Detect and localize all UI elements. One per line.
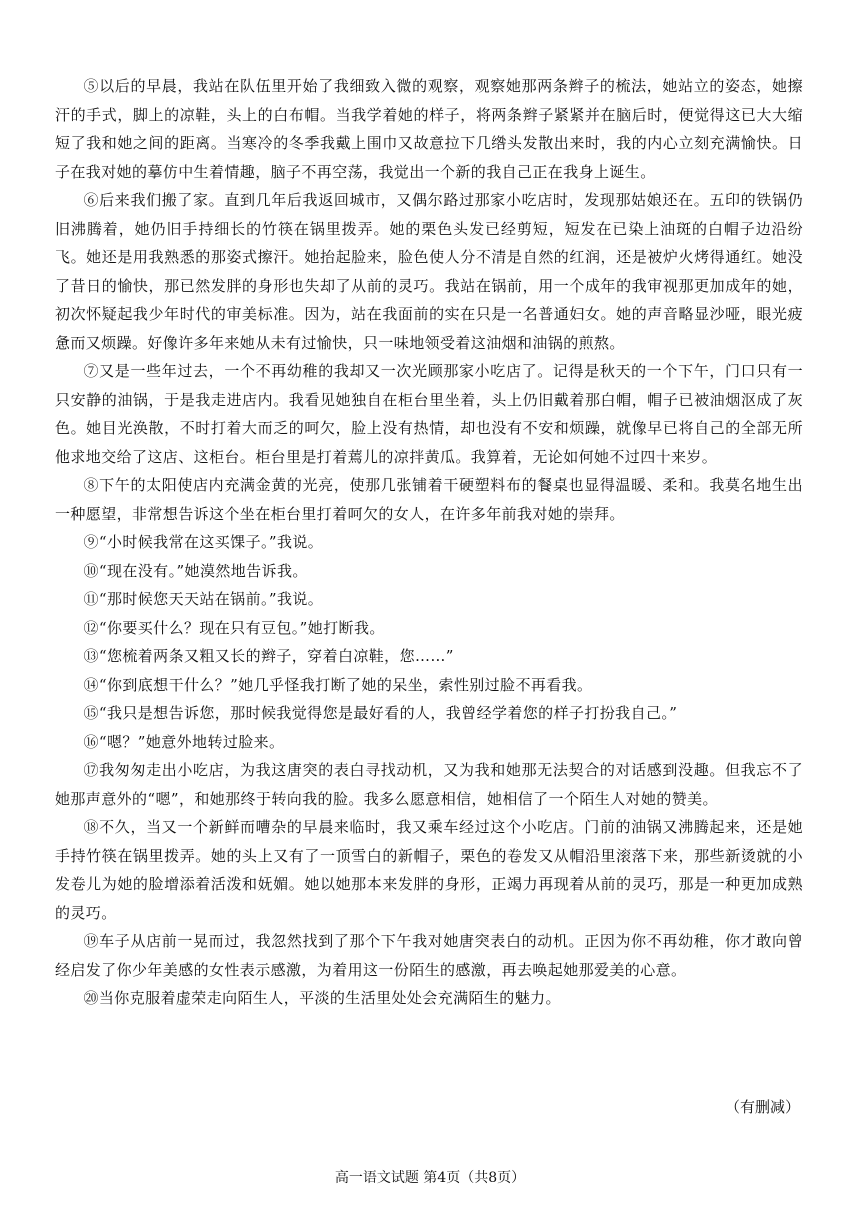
abridged-note: （有删减） xyxy=(724,1098,800,1116)
paragraph-16: ⑯“嗯？”她意外地转过脸来。 xyxy=(83,732,285,751)
paragraph-20: ⑳当你克服着虚荣走向陌生人，平淡的生活里处处会充满陌生的魅力。 xyxy=(83,989,561,1007)
paragraph-10: ⑩“现在没有。”她漠然地告诉我。 xyxy=(83,561,308,580)
article-body xyxy=(55,72,803,1013)
paragraph-7: ⑦又是一些年过去，一个不再幼稚的我却又一次光顾那家小吃店了。记得是秋天的一个下午，门口只有一只安静的油锅，于是我走进店内。我看见她独自在柜台里坐着，头上仍旧戴着那白帽，帽子已被油烟沤成了灰色。她目光涣散，不时打着大而乏的呵欠，脸上没有热情，却也没有不安和烦躁，就像早已将自己的全部无所他求地交给了这店、这柜台。柜台里是打着蔫儿的凉拌黄瓜。我算着，无论如何她不过四十来岁。 xyxy=(55,362,803,466)
paragraph-14: ⑭“你到底想干什么？”她几乎怪我打断了她的呆坐，索性别过脸不再看我。 xyxy=(83,675,593,694)
page-footer: 高一语文试题 第4页（共8页） xyxy=(334,1170,526,1186)
paragraph-5: ⑤以后的早晨，我站在队伍里开始了我细致入微的观察，观察她那两条辫子的梳法，她站立的姿态，她擦汗的手式，脚上的凉鞋，头上的白布帽。当我学着她的样子，将两条辫子紧紧并在脑后时，便觉得这已大大缩短了我和她之间的距离。当寒冷的冬季我戴上围巾又故意拉下几绺头发散出来时，我的内心立刻充满愉快。日子在我对她的摹仿中生着情趣，脑子不再空荡，我觉出一个新的我自己正在我身上诞生。 xyxy=(55,77,803,181)
paragraph-8: ⑧下午的太阳使店内充满金黄的光亮，使那几张铺着干硬塑料布的餐桌也显得温暖、柔和。我莫名地生出一种愿望，非常想告诉这个坐在柜台里打着呵欠的女人，在许多年前我对她的崇拜。 xyxy=(55,476,803,523)
paragraph-13: ⑬“您梳着两条又粗又长的辫子，穿着白凉鞋，您……” xyxy=(83,647,454,665)
paragraph-9: ⑨“小时候我常在这买馃子。”我说。 xyxy=(83,533,324,551)
paragraph-18: ⑱不久，当又一个新鲜而嘈杂的早晨来临时，我又乘车经过这个小吃店。门前的油锅又沸腾起来，还是她手持竹筷在锅里拨弄。她的头上又有了一顶雪白的新帽子，栗色的卷发又从帽沿里滚落下来，那些新烫就的小发卷儿为她的脸增添着活泼和妩媚。她以她那本来发胖的身形，正竭力再现着从前的灵巧，那是一种更加成熟的灵巧。 xyxy=(55,818,803,922)
paragraph-19: ⑲车子从店前一晃而过，我忽然找到了那个下午我对她唐突表白的动机。正因为你不再幼稚，你才敢向曾经启发了你少年美感的女性表示感激，为着用这一份陌生的感激，再去唤起她那爱美的心意。 xyxy=(55,932,803,979)
paragraph-17: ⑰我匆匆走出小吃店，为我这唐突的表白寻找动机，又为我和她那无法契合的对话感到没趣。但我忘不了她那声意外的“嗯”，和她那终于转向我的脸。我多么愿意相信，她相信了一个陌生人对她的赞美。 xyxy=(55,761,803,808)
paragraph-15: ⑮“我只是想告诉您，那时候我觉得您是最好看的人，我曾经学着您的样子打扮我自己。” xyxy=(83,704,678,722)
paragraph-6: ⑥后来我们搬了家。直到几年后我返回城市，又偶尔路过那家小吃店时，发现那姑娘还在。五印的铁锅仍旧沸腾着，她仍旧手持细长的竹筷在锅里拨弄。她的栗色头发已经剪短，短发在已染上油斑的白帽子边沿纷飞。她还是用我熟悉的那姿式擦汗。她抬起脸来，脸色使人分不清是自然的红润，还是被炉火烤得通红。她没了昔日的愉快，那已然发胖的身形也失却了从前的灵巧。我站在锅前，用一个成年的我审视那更加成年的她，初次怀疑起我少年时代的审美标准。因为，站在我面前的实在只是一名普通妇女。她的声音略显沙哑，眼光疲惫而又烦躁。好像许多年来她从未有过愉快，只一味地领受着这油烟和油锅的煎熬。 xyxy=(55,191,803,352)
paragraph-11: ⑪“那时候您天天站在锅前。”我说。 xyxy=(83,590,324,608)
paragraph-12: ⑫“你要买什么？现在只有豆包。”她打断我。 xyxy=(83,618,385,637)
